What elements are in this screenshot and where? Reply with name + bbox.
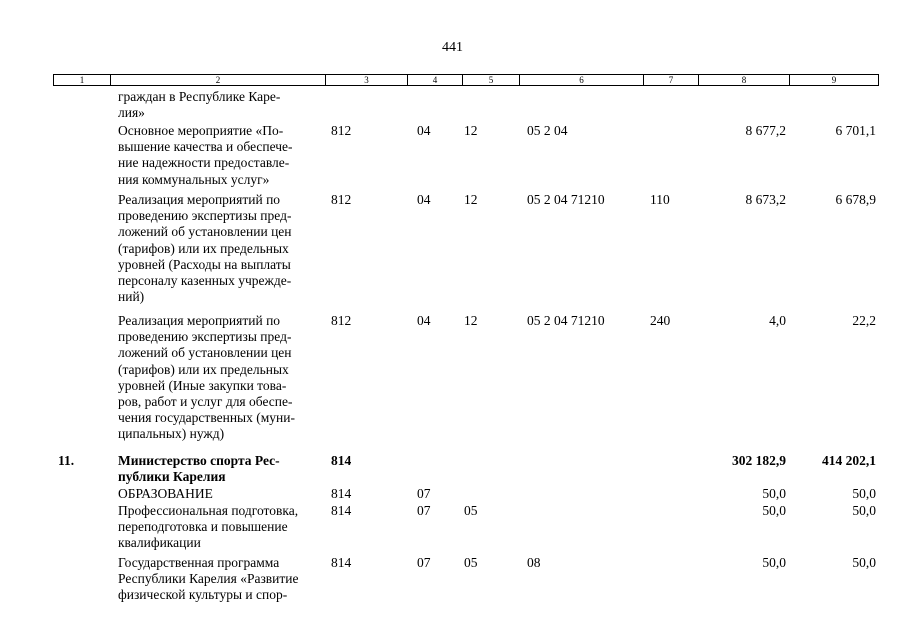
- amount-col-9: 50,0: [852, 555, 876, 570]
- header-col-1: 1: [54, 75, 111, 85]
- target-article-code: 05 2 04: [527, 123, 568, 138]
- target-article-code: 05 2 04 71210: [527, 192, 605, 207]
- subsection-code: 12: [464, 123, 478, 138]
- section-code: 07: [417, 503, 431, 518]
- expense-name: ОБРАЗОВАНИЕ: [118, 486, 213, 501]
- amount-col-9: 50,0: [852, 486, 876, 501]
- header-col-9: 9: [831, 75, 837, 85]
- expense-type-code: 240: [650, 313, 671, 328]
- section-code: 07: [417, 486, 431, 501]
- expense-name: Министерство спорта Рес- публики Карелия: [118, 453, 280, 485]
- amount-col-8: 302 182,9: [732, 453, 786, 468]
- amount-col-9: 414 202,1: [822, 453, 876, 468]
- admin-code: 814: [331, 555, 352, 570]
- admin-code: 812: [331, 313, 352, 328]
- header-col-5: 5: [463, 75, 520, 85]
- amount-col-8: 50,0: [762, 486, 786, 501]
- header-col-8: 8: [699, 75, 790, 85]
- section-code: 04: [417, 123, 431, 138]
- amount-col-8: 8 673,2: [745, 192, 786, 207]
- header-col-6: 6: [520, 75, 644, 85]
- target-article-code: 08: [527, 555, 541, 570]
- expense-name: Государственная программа Республики Карелия «Развитие физической культуры и спор-: [118, 555, 299, 603]
- amount-col-9: 50,0: [852, 503, 876, 518]
- header-col-4: 4: [408, 75, 463, 85]
- admin-code: 814: [331, 486, 352, 501]
- header-col-2: 2: [111, 75, 326, 85]
- admin-code: 814: [331, 453, 352, 468]
- amount-col-9: 22,2: [852, 313, 876, 328]
- admin-code: 812: [331, 192, 352, 207]
- expense-type-code: 110: [650, 192, 670, 207]
- page-number: 441: [442, 40, 463, 55]
- expense-name: Основное мероприятие «По- вышение качества и обеспече- ние надежности предоставле- ния коммунальных услуг»: [118, 123, 293, 187]
- expense-name: Реализация мероприятий по проведению экспертизы пред- ложений об установлении цен (тарифов) или их предельных уровней (Расходы на выплаты персоналу казенных учрежде- ний): [118, 192, 292, 305]
- expense-name: граждан в Республике Каре- лия»: [118, 89, 281, 121]
- amount-col-9: 6 701,1: [835, 123, 876, 138]
- amount-col-8: 4,0: [769, 313, 786, 328]
- section-code: 04: [417, 192, 431, 207]
- amount-col-8: 50,0: [762, 503, 786, 518]
- expense-name: Реализация мероприятий по проведению экспертизы пред- ложений об установлении цен (тарифов) или их предельных уровней (Иные закупки това- ров, работ и услуг для обеспе- чения государственных (муни- ципальных) нужд): [118, 313, 295, 442]
- admin-code: 812: [331, 123, 352, 138]
- subsection-code: 12: [464, 192, 478, 207]
- header-col-7: 7: [644, 75, 699, 85]
- section-code: 07: [417, 555, 431, 570]
- target-article-code: 05 2 04 71210: [527, 313, 605, 328]
- amount-col-9: 6 678,9: [835, 192, 876, 207]
- header-col-3: 3: [326, 75, 408, 85]
- subsection-code: 12: [464, 313, 478, 328]
- subsection-code: 05: [464, 503, 478, 518]
- section-code: 04: [417, 313, 431, 328]
- amount-col-8: 8 677,2: [745, 123, 786, 138]
- expense-name: Профессиональная подготовка, переподготовка и повышение квалификации: [118, 503, 299, 551]
- row-number: 11.: [58, 453, 75, 468]
- admin-code: 814: [331, 503, 352, 518]
- column-number-header: [53, 74, 879, 86]
- subsection-code: 05: [464, 555, 478, 570]
- amount-col-8: 50,0: [762, 555, 786, 570]
